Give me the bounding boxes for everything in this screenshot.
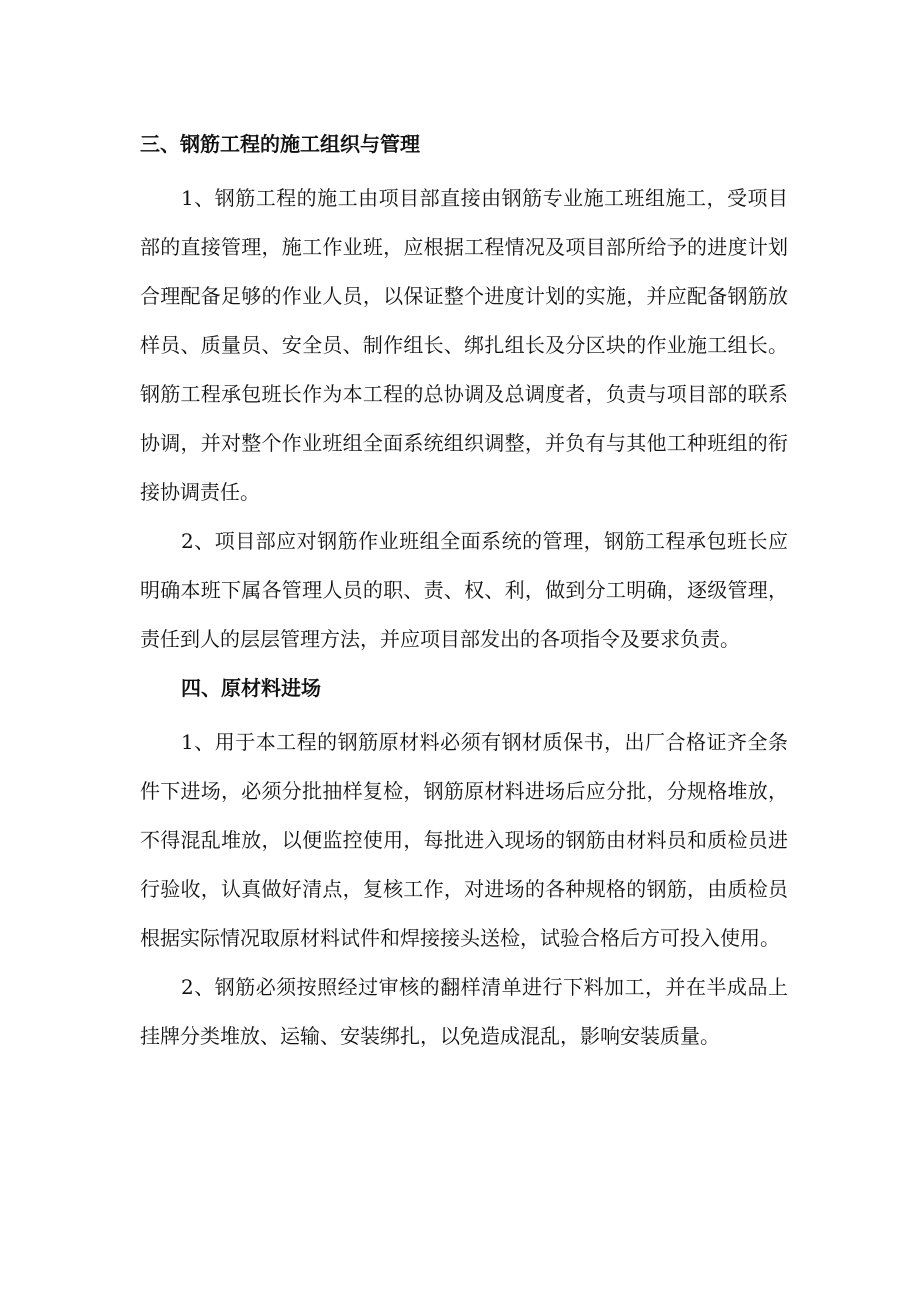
paragraph: 1、钢筋工程的施工由项目部直接由钢筋专业施工班组施工，受项目部的直接管理，施工作业班，应根据工程情况及项目部所给予的进度计划合理配备足够的作业人员，以保证整个进度计划的实施，并应配备钢筋放样员、质量员、安全员、制作组长、绑扎组长及分区块的作业施工组长。钢筋工程承包班长作为本工程的总协调及总调度者，负责与项目部的联系协调，并对整个作业班组全面系统组织调整，并负有与其他工种班组的衔接协调责任。 — [140, 186, 788, 504]
paragraph: 1、用于本工程的钢筋原材料必须有钢材质保书，出厂合格证齐全条件下进场，必须分批抽样复检，钢筋原材料进场后应分批，分规格堆放，不得混乱堆放，以便监控使用，每批进入现场的钢筋由材料员和质检员进行验收，认真做好清点，复核工作，对进场的各种规格的钢筋，由质检员根据实际情况取原材料试件和焊接接头送检，试验合格后方可投入使用。 — [140, 730, 788, 950]
section-heading-4: 四、原材料进场 — [181, 676, 321, 700]
document-body — [140, 124, 788, 1061]
paragraph: 2、项目部应对钢筋作业班组全面系统的管理，钢筋工程承包班长应明确本班下属各管理人员的职、责、权、利，做到分工明确，逐级管理，责任到人的层层管理方法，并应项目部发出的各项指令及要求负责。 — [140, 529, 788, 651]
section-heading-3: 三、钢筋工程的施工组织与管理 — [140, 132, 420, 156]
paragraph: 2、钢筋必须按照经过审核的翻样清单进行下料加工，并在半成品上挂牌分类堆放、运输、安装绑扎，以免造成混乱，影响安装质量。 — [140, 975, 788, 1048]
